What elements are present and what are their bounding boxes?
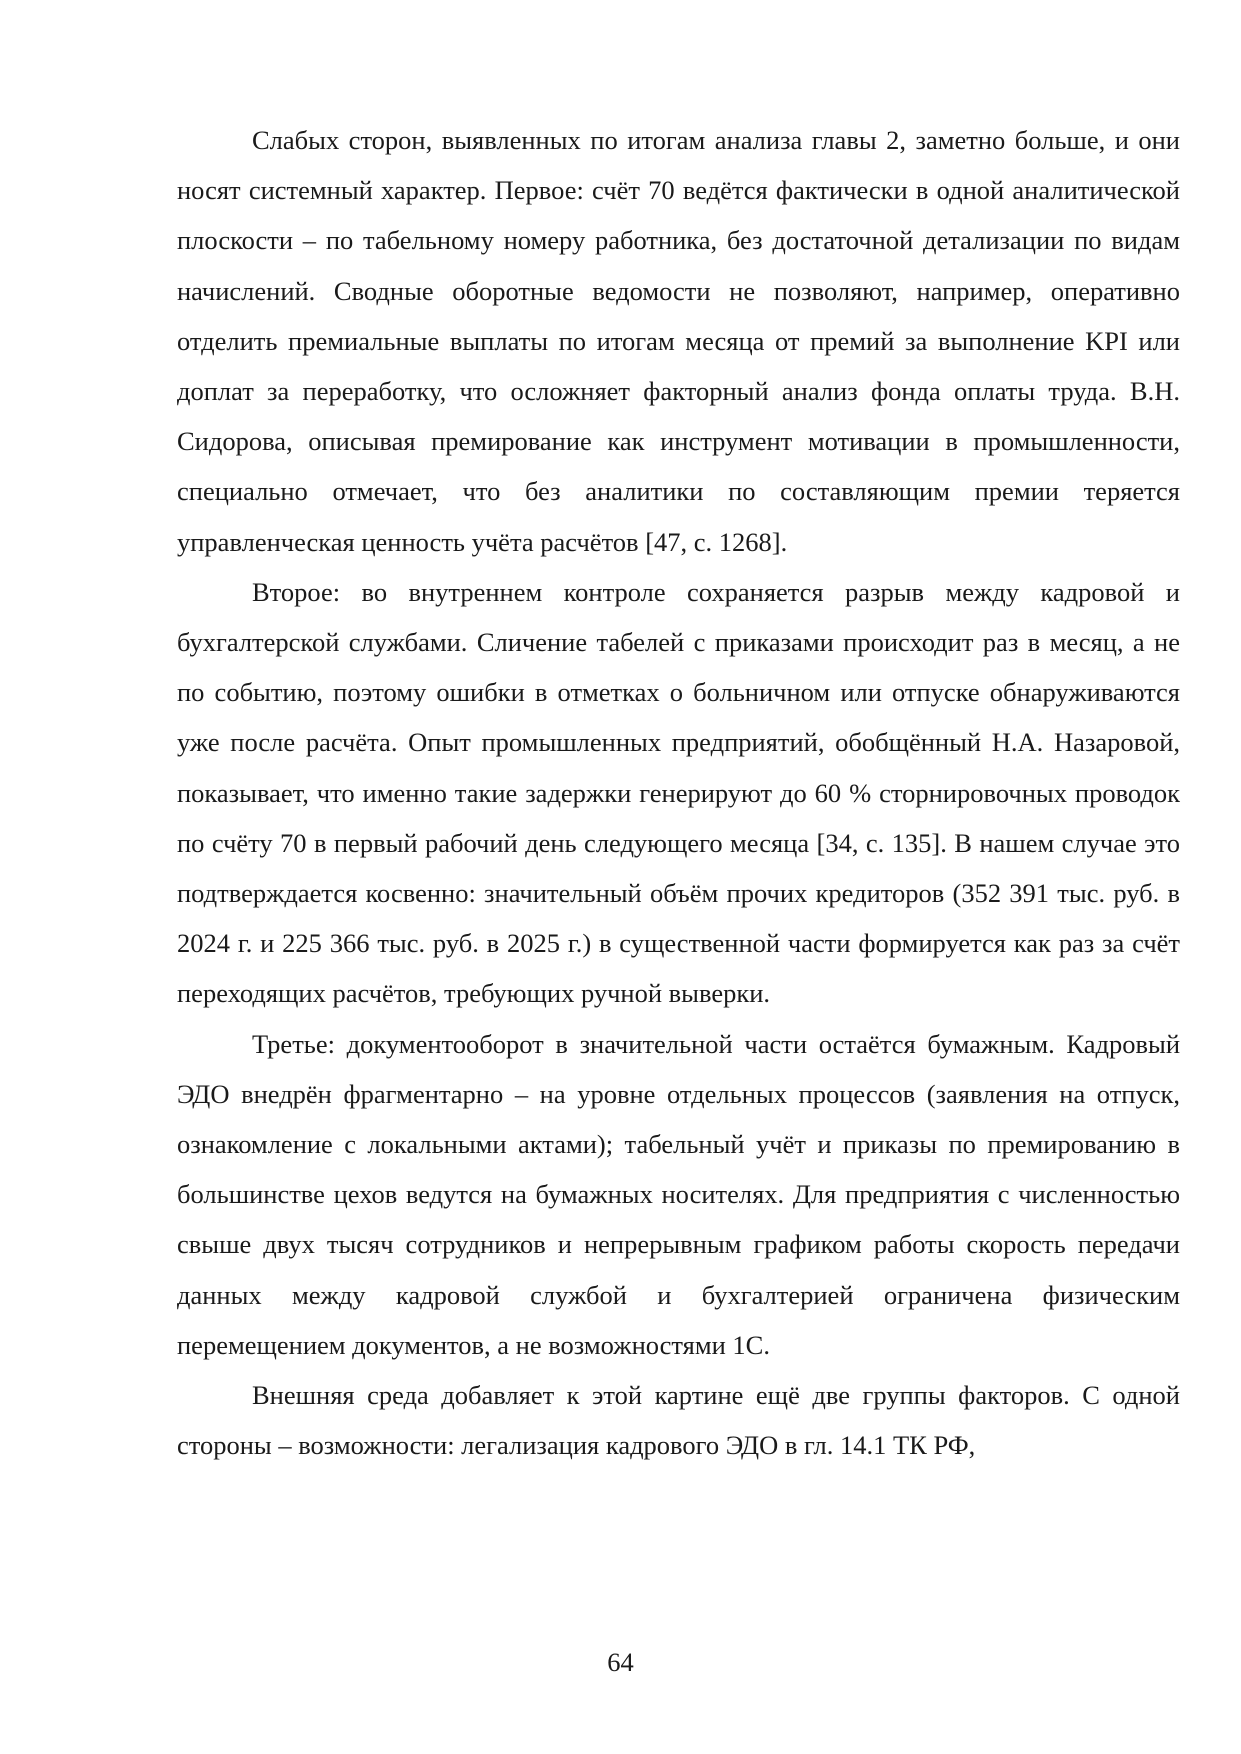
paragraph-weaknesses-first: Слабых сторон, выявленных по итогам анализа главы 2, заметно больше, и они носят системный характер. Первое: счёт 70 ведётся фактически в одной аналитической плоскости – по табельному номеру работника, без достаточной детализации по видам начислений. Сводные оборотные ведомости не позволяют, например, оперативно отделить премиальные выплаты по итогам месяца от премий за выполнение KPI или доплат за переработку, что осложняет факторный анализ фонда оплаты труда. В.Н. Сидорова, описывая премирование как инструмент мотивации в промышленности, специально отмечает, что без аналитики по составляющим премии теряется управленческая ценность учёта расчётов [47, с. 1268]. bbox=[177, 125, 1180, 557]
page-number: 64 bbox=[607, 1647, 634, 1677]
paragraph-weaknesses-second: Второе: во внутреннем контроле сохраняется разрыв между кадровой и бухгалтерской службами. Сличение табелей с приказами происходит раз в месяц, а не по событию, поэтому ошибки в отметках о больничном или отпуске обнаруживаются уже после расчёта. Опыт промышленных предприятий, обобщённый Н.А. Назаровой, показывает, что именно такие задержки генерируют до 60 % сторнировочных проводок по счёту 70 в первый рабочий день следующего месяца [34, с. 135]. В нашем случае это подтверждается косвенно: значительный объём прочих кредиторов (352 391 тыс. руб. в 2024 г. и 225 366 тыс. руб. в 2025 г.) в существенной части формируется как раз за счёт переходящих расчётов, требующих ручной выверки. bbox=[177, 576, 1180, 1009]
paragraph-external-environment: Внешняя среда добавляет к этой картине ещё две группы факторов. С одной стороны – возможности: легализация кадрового ЭДО в гл. 14.1 ТК РФ, bbox=[177, 1380, 1180, 1461]
body-text bbox=[177, 115, 1180, 1470]
paragraph-weaknesses-third: Третье: документооборот в значительной части остаётся бумажным. Кадровый ЭДО внедрён фрагментарно – на уровне отдельных процессов (заявления на отпуск, ознакомление с локальными актами); табельный учёт и приказы по премированию в большинстве цехов ведутся на бумажных носителях. Для предприятия с численностью свыше двух тысяч сотрудников и непрерывным графиком работы скорость передачи данных между кадровой службой и бухгалтерией ограничена физическим перемещением документов, а не возможностями 1С. bbox=[177, 1028, 1180, 1360]
